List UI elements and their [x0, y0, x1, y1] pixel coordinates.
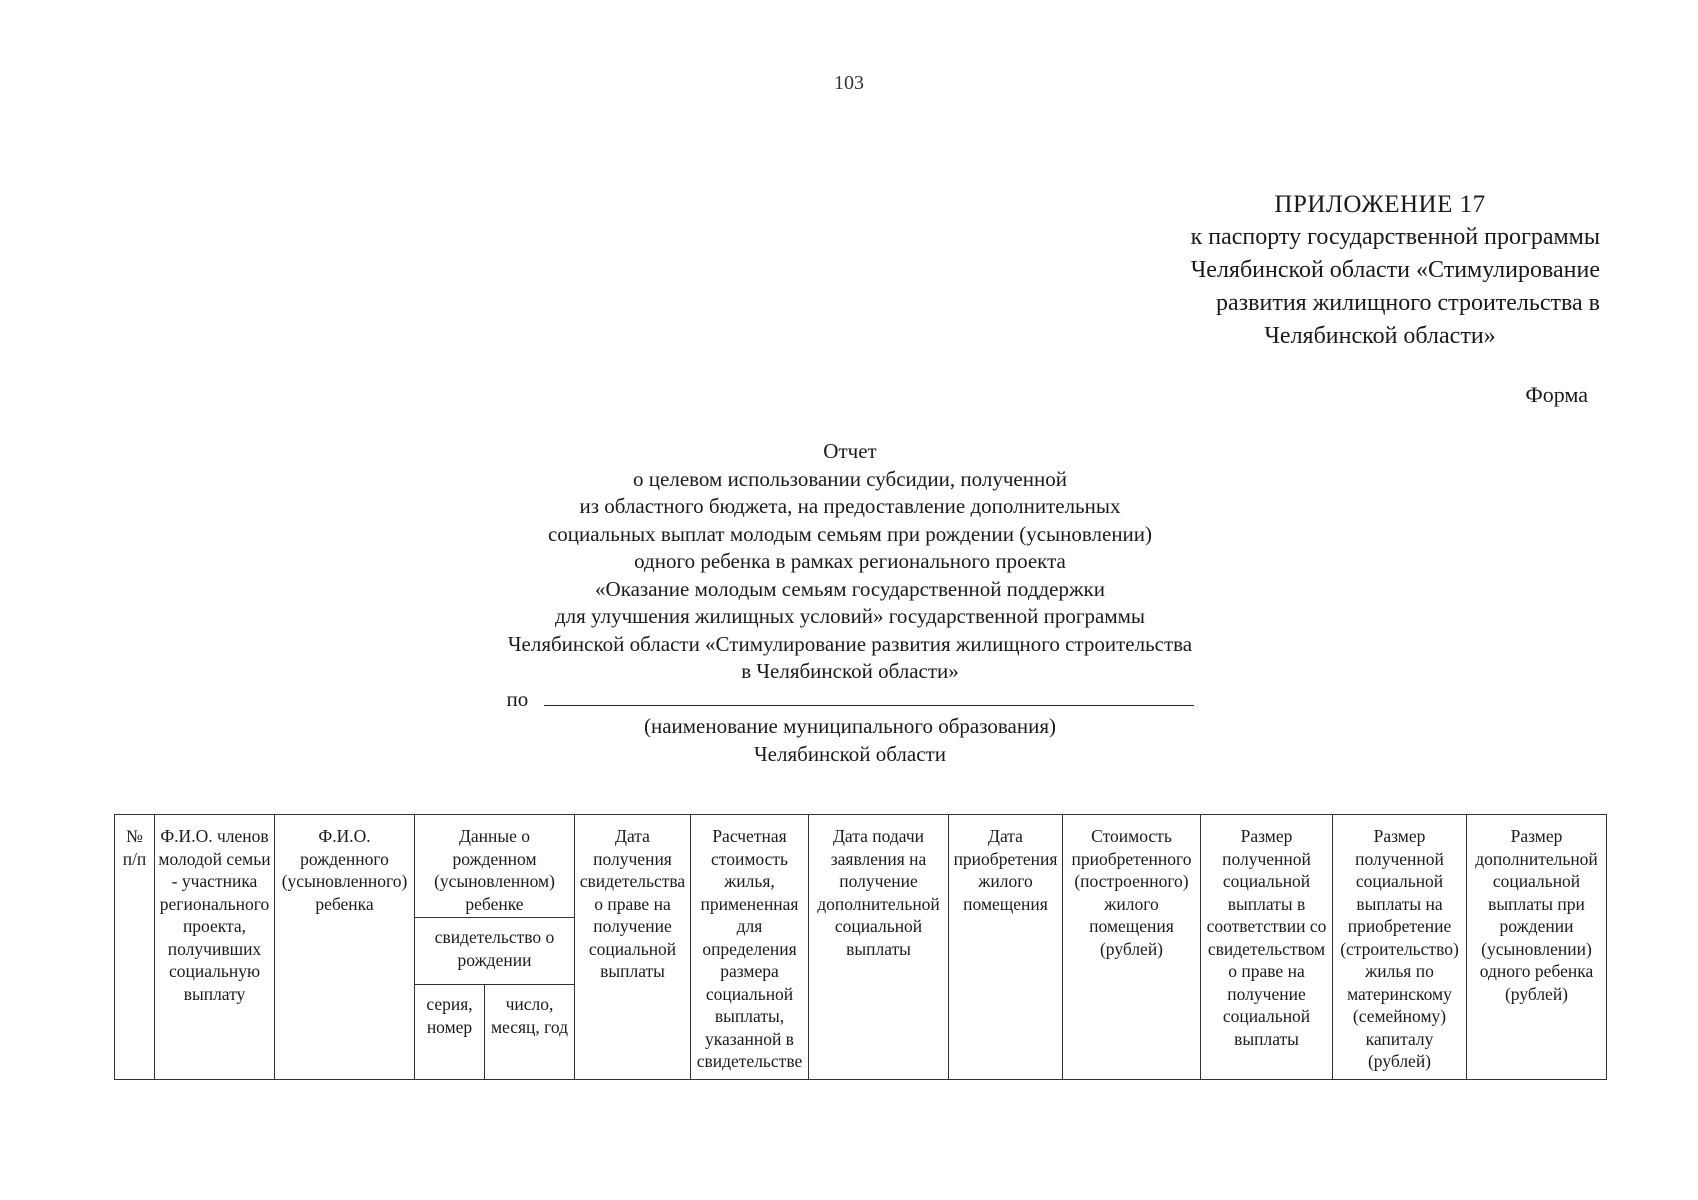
report-title: Отчет	[823, 439, 877, 463]
header-additional-payment: Размер дополнительной социальной выплаты при рождении (усыновлении) одного ребенка (рублей)	[1467, 815, 1607, 1080]
report-line: из областного бюджета, на предоставление дополнительных	[579, 494, 1121, 518]
report-line: «Оказание молодым семьям государственной поддержки	[595, 576, 1105, 601]
report-line: в Челябинской области»	[741, 659, 959, 683]
municipality-blank-field[interactable]	[544, 687, 1194, 706]
header-maternity-capital: Размер полученной социальной выплаты на приобретение (строительство) жилья по материнскому (семейному) капиталу (рублей)	[1333, 815, 1467, 1080]
header-series-number: серия, номер	[415, 985, 485, 1080]
appendix-title: ПРИЛОЖЕНИЕ 17	[1274, 191, 1486, 218]
report-line: для улучшения жилищных условий» государственной программы	[554, 604, 1146, 628]
header-child-name: Ф.И.О. рожденного (усыновленного) ребенка	[275, 815, 415, 1080]
municipality-caption: (наименование муниципального образования)	[643, 714, 1057, 738]
appendix-line: Челябинской области «Стимулирование	[1190, 257, 1600, 283]
report-line: Челябинской области «Стимулирование развития жилищного строительства	[507, 631, 1193, 656]
report-table	[114, 814, 1607, 1080]
form-label: Форма	[1525, 382, 1588, 407]
header-payment-size: Размер полученной социальной выплаты в соответствии со свидетельством о праве на получение социальной выплаты	[1201, 815, 1333, 1080]
header-num: № п/п	[115, 815, 155, 1080]
page-number: 103	[834, 72, 864, 94]
report-line: социальных выплат молодым семьям при рождении (усыновлении)	[547, 521, 1153, 546]
region-label: Челябинской области	[754, 741, 946, 766]
header-child-data: Данные о рожденном (усыновленном) ребенке	[415, 815, 575, 918]
appendix-line: развития жилищного строительства в	[1216, 290, 1600, 316]
report-line: одного ребенка в рамках регионального проекта	[634, 549, 1066, 573]
header-purchase-date: Дата приобретения жилого помещения	[949, 815, 1063, 1080]
header-birth-certificate: свидетельство о рождении	[415, 918, 575, 985]
header-application-date: Дата подачи заявления на получение дополнительной социальной выплаты	[809, 815, 949, 1080]
municipality-line	[390, 686, 1310, 714]
appendix-block	[1040, 188, 1600, 353]
appendix-line: к паспорту государственной программы	[1190, 224, 1600, 250]
by-label: по	[506, 686, 529, 711]
header-family-members: Ф.И.О. членов молодой семьи - участника регионального проекта, получивших социальную выплату	[155, 815, 275, 1080]
report-title-block	[390, 438, 1310, 768]
header-housing-cost: Стоимость приобретенного (построенного) жилого помещения (рублей)	[1063, 815, 1201, 1080]
header-issue-date: число, месяц, год	[485, 985, 575, 1080]
appendix-line: Челябинской области»	[1264, 323, 1496, 349]
header-certificate-date: Дата получения свидетельства о праве на получение социальной выплаты	[575, 815, 691, 1080]
header-calculated-cost: Расчетная стоимость жилья, примененная для определения размера социальной выплаты, указанной в свидетельстве	[691, 815, 809, 1080]
report-line: о целевом использовании субсидии, полученной	[633, 466, 1067, 491]
